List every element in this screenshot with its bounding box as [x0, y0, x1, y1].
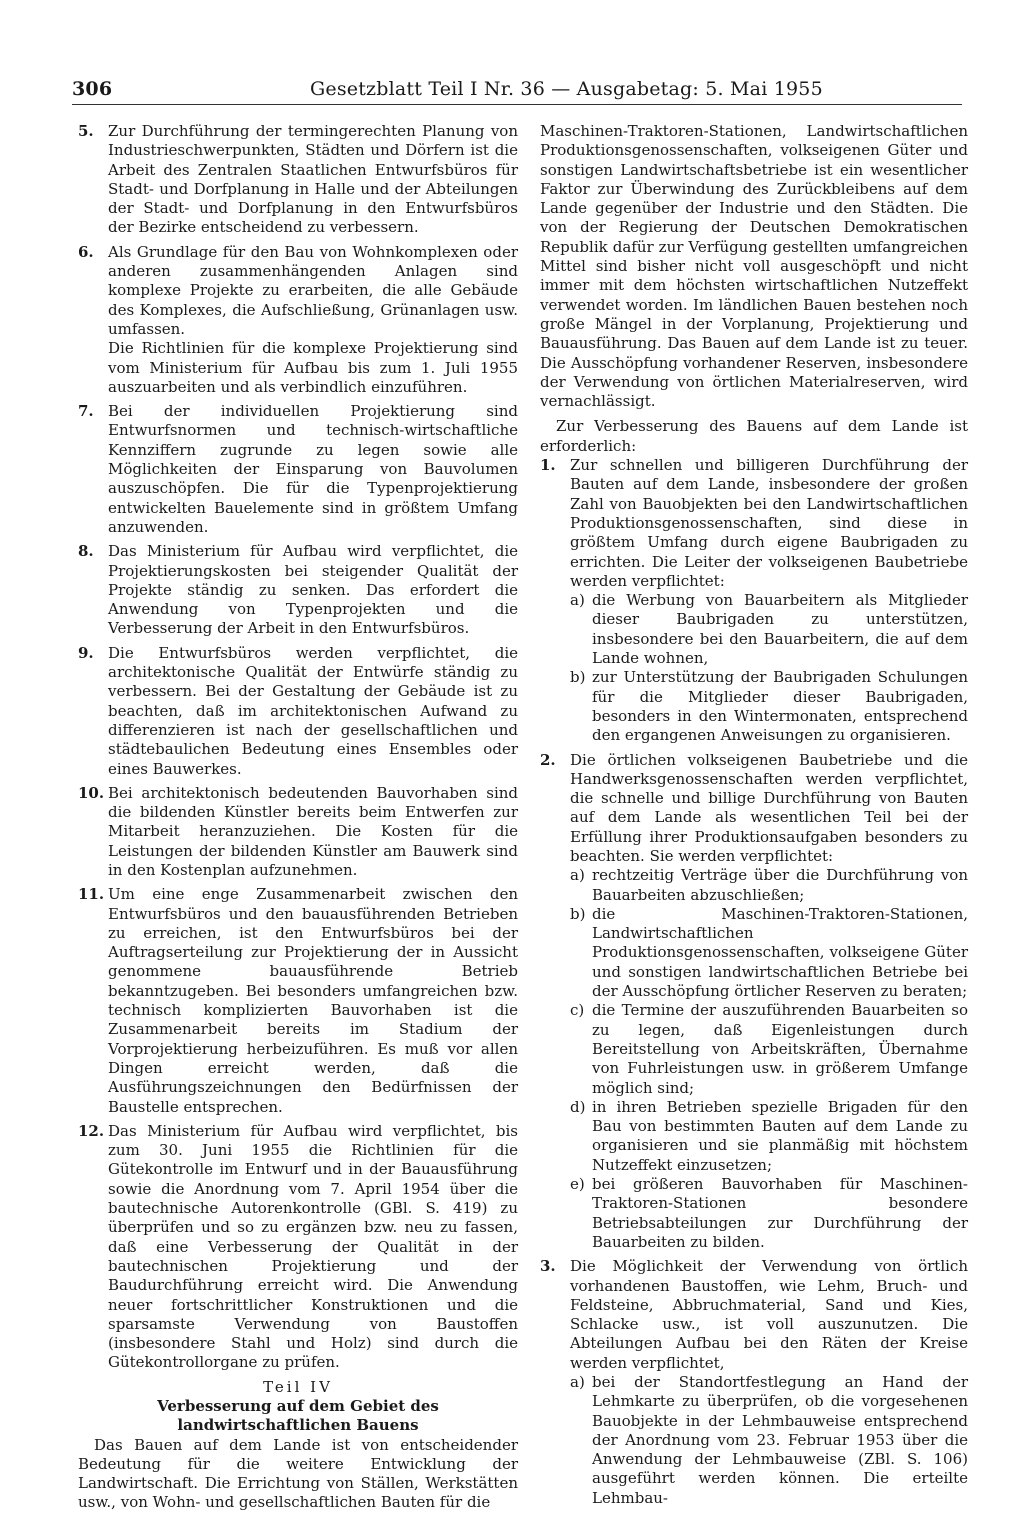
sub-item-text: in ihren Betrieben spezielle Brigaden für den Bau von bestimmten Bauten auf dem Lande zu organisieren und sie planmäßig mit höchstem Nutzeffekt einzusetzen;	[592, 1097, 968, 1174]
item-number: 11.	[78, 885, 105, 904]
left-column	[78, 122, 518, 1513]
item-text: Die Richtlinien für die komplexe Projektierung sind vom Ministerium für Aufbau bis zum 1. Juli 1955 auszuarbeiten und als verbindlich einzuführen.	[108, 339, 518, 396]
sub-item-text: rechtzeitig Verträge über die Durchführung von Bauarbeiten abzuschließen;	[592, 866, 968, 904]
list-item	[78, 885, 518, 1117]
item-text: Das Ministerium für Aufbau wird verpflichtet, die Projektierungskosten bei steigender Qualität der Projekte ständig zu senken. Das erfordert die Anwendung von Typenprojekten und die Verbesserung der Arbeit in den Entwurfsbüros.	[108, 542, 518, 638]
item-text: Die Entwurfsbüros werden verpflichtet, die architektonische Qualität der Entwürfe ständig zu verbessern. Bei der Gestaltung der Gebäude ist zu beachten, daß im architektonischen Aufwand zu differenzieren ist nach der gesellschaftlichen und städtebaulichen Bedeutung eines Ensembles oder eines Bauwerkes.	[108, 643, 518, 778]
section-intro: Das Bauen auf dem Lande ist von entscheidender Bedeutung für die weitere Entwicklung der Landwirtschaft. Die Errichtung von Ställen, Werkstätten usw., von Wohn- und gesellschaftlichen Bauten für die	[78, 1435, 518, 1512]
list-item	[78, 243, 518, 397]
sub-item-letter: e)	[570, 1175, 585, 1194]
section-title: Verbesserung auf dem Gebiet des landwirtschaftlichen Bauens	[157, 1397, 439, 1435]
page-number: 306	[72, 78, 113, 100]
sub-item	[570, 1098, 968, 1175]
sub-item	[570, 668, 968, 745]
list-item	[540, 1257, 968, 1508]
sub-item-text: bei der Standortfestlegung an Hand der Lehmkarte zu überprüfen, ob die vorgesehenen Bauobjekte in der Lehmbauweise entsprechend der Anordnung vom 23. Februar 1953 über die Anwendung der Lehmbauweise (ZBl. S. 106) ausgeführt werden können. Die erteilte Lehmbau-	[592, 1373, 968, 1507]
item-text: Bei architektonisch bedeutenden Bauvorhaben sind die bildenden Künstler bereits beim Entwerfen zur Mitarbeit heranzuziehen. Die Kosten für die Leistungen der bildenden Künstler am Bauwerk sind in den Kostenplan aufzunehmen.	[108, 783, 518, 879]
sub-item-letter: b)	[570, 668, 586, 687]
item-number: 2.	[540, 750, 556, 769]
lead-paragraph: Zur Verbesserung des Bauens auf dem Lande ist erforderlich:	[540, 417, 968, 455]
item-text: Bei der individuellen Projektierung sind Entwurfsnormen und technisch-wirtschaftliche Kennziffern zugrunde zu legen sowie alle Möglichkeiten der Einsparung von Bauvolumen auszuschöpfen. Die für die Typenprojektierung entwickelten Bauelemente sind in größtem Umfang anzuwenden.	[108, 402, 518, 536]
sub-item-letter: a)	[570, 591, 585, 610]
sub-item-text: die Termine der auszuführenden Bauarbeiten so zu legen, daß Eigenleistungen durch Bereitstellung von Arbeitskräften, Übernahme von Fuhrleistungen usw. in größerem Umfange möglich sind;	[592, 1001, 968, 1097]
list-item	[78, 122, 518, 238]
sub-item-letter: c)	[570, 1001, 585, 1020]
part-heading: Teil IV	[263, 1377, 333, 1396]
item-number: 12.	[78, 1121, 105, 1140]
right-column	[540, 122, 968, 1513]
list-item	[78, 644, 518, 779]
item-text: Die örtlichen volkseigenen Baubetriebe und die Handwerksgenossenschaften werden verpflichtet, die schnelle und billige Durchführung von Bauten auf dem Lande als wesentlichen Teil bei der Erfüllung ihrer Produktionsaufgaben besonders zu beachten. Sie werden verpflichtet:	[570, 750, 968, 865]
item-text: Das Ministerium für Aufbau wird verpflichtet, bis zum 30. Juni 1955 die Richtlinien für die Gütekontrolle im Entwurf und in der Bauausführung sowie die Anordnung vom 7. April 1954 über die bautechnische Autorenkontrolle (GBl. S. 419) zu überprüfen und so zu ergänzen bzw. neu zu fassen, daß eine Verbesserung der Qualität in der bautechnischen Projektierung und der Baudurchführung erreicht wird. Die Anwendung neuer fortschrittlicher Konstruktionen und die sparsamste Verwendung von Baustoffen (insbesondere Stahl und Holz) sind durch die Gütekontrollorgane zu prüfen.	[108, 1121, 518, 1372]
list-item	[78, 784, 518, 880]
gazette-title: Gesetzblatt Teil I Nr. 36 — Ausgabetag: 5. Mai 1955	[310, 78, 823, 100]
sub-item	[570, 591, 968, 668]
sub-item-letter: d)	[570, 1097, 586, 1116]
sub-item-text: bei größeren Bauvorhaben für Maschinen-Traktoren-Stationen besondere Betriebsabteilungen zur Durchführung der Bauarbeiten zu bilden.	[592, 1175, 968, 1251]
item-text: Zur Durchführung der termingerechten Planung von Industrieschwerpunkten, Städten und Dörfern ist die Arbeit des Zentralen Staatlichen Entwurfsbüros für Stadt- und Dorfplanung in Halle und der Abteilungen der Stadt- und Dorfplanung in den Entwurfsbüros der Bezirke entscheidend zu verbessern.	[108, 122, 518, 237]
item-number: 5.	[78, 122, 94, 140]
sub-item	[570, 1001, 968, 1097]
header-divider	[72, 104, 962, 105]
sub-item-text: die Werbung von Bauarbeitern als Mitglieder dieser Baubrigaden zu unterstützen, insbesondere bei den Bauarbeitern, die auf dem Lande wohnen,	[592, 591, 968, 668]
list-item	[540, 456, 968, 745]
item-number: 9.	[78, 643, 94, 662]
sub-item-text: die Maschinen-Traktoren-Stationen, Landwirtschaftlichen Produktionsgenossenschaften, volkseigene Güter und sonstigen landwirtschaftlichen Betriebe bei der Ausschöpfung örtlicher Reserven zu beraten;	[592, 904, 968, 1001]
sub-item	[570, 1175, 968, 1252]
sub-item-letter: a)	[570, 1373, 585, 1391]
continuation-paragraph: Maschinen-Traktoren-Stationen, Landwirtschaftlichen Produktionsgenossenschaften, volkseigenen Güter und sonstigen Landwirtschaftsbetriebe ist ein wesentlicher Faktor zur Überwindung des Zurückbleibens auf dem Lande gegenüber der Industrie und den Städten. Die von der Regierung der Deutschen Demokratischen Republik dafür zur Verfügung gestellten umfangreichen Mittel sind bisher nicht voll ausgeschöpft und nicht immer mit dem höchsten wirtschaftlichen Nutzeffekt verwendet worden. Im ländlichen Bauen bestehen noch große Mängel in der Vorplanung, Projektierung und Bauausführung. Das Bauen auf dem Lande ist zu teuer. Die Ausschöpfung vorhandener Reserven, insbesondere der Verwendung von örtlichen Materialreserven, wird vernachlässigt.	[540, 122, 968, 411]
item-number: 6.	[78, 242, 94, 261]
sub-item	[570, 905, 968, 1001]
item-number: 1.	[540, 456, 556, 475]
item-text: Als Grundlage für den Bau von Wohnkomplexen oder anderen zusammenhängenden Anlagen sind komplexe Projekte zu erarbeiten, die alle Gebäude des Komplexes, die Aufschließung, Grünanlagen usw. umfassen.	[108, 242, 518, 338]
item-number: 3.	[540, 1257, 556, 1276]
list-item	[78, 402, 518, 537]
item-text: Um eine enge Zusammenarbeit zwischen den Entwurfsbüros und den bauausführenden Betrieben zu erreichen, ist den Entwurfsbüros bei der Auftragserteilung zur Projektierung der in Aussicht genommene bauausführende Betrieb bekanntzugeben. Bei besonders umfangreichen bzw. technisch komplizierten Bauvorhaben ist die Zusammenarbeit bereits im Stadium der Vorprojektierung herbeizuführen. Es muß vor allen Dingen erreicht werden, daß die Ausführungszeichnungen den Bedürfnissen der Baustelle entsprechen.	[108, 885, 518, 1116]
sub-item-text: zur Unterstützung der Baubrigaden Schulungen für die Mitglieder dieser Baubrigaden, besonders in den Wintermonaten, entsprechend den ergangenen Anweisungen zu organisieren.	[592, 668, 968, 745]
list-item	[540, 751, 968, 1253]
item-text: Die Möglichkeit der Verwendung von örtlich vorhandenen Baustoffen, wie Lehm, Bruch- und Feldsteine, Abbruchmaterial, Sand und Kies, Schlacke usw., ist voll auszunutzen. Die Abteilungen Aufbau bei den Räten der Kreise werden verpflichtet,	[570, 1257, 968, 1372]
item-number: 10.	[78, 783, 105, 802]
sub-item-letter: a)	[570, 866, 585, 885]
sub-item	[570, 866, 968, 905]
item-text: Zur schnellen und billigeren Durchführung der Bauten auf dem Lande, insbesondere der großen Zahl von Bauobjekten bei den Landwirtschaftlichen Produktionsgenossenschaften, sind diese in größtem Umfang durch eigene Baubrigaden zu errichten. Die Leiter der volkseigenen Baubetriebe werden verpflichtet:	[570, 456, 968, 590]
list-item	[78, 542, 518, 638]
sub-item	[570, 1373, 968, 1508]
sub-item-letter: b)	[570, 904, 586, 923]
list-item	[78, 1122, 518, 1373]
item-number: 8.	[78, 542, 94, 561]
item-number: 7.	[78, 402, 94, 421]
